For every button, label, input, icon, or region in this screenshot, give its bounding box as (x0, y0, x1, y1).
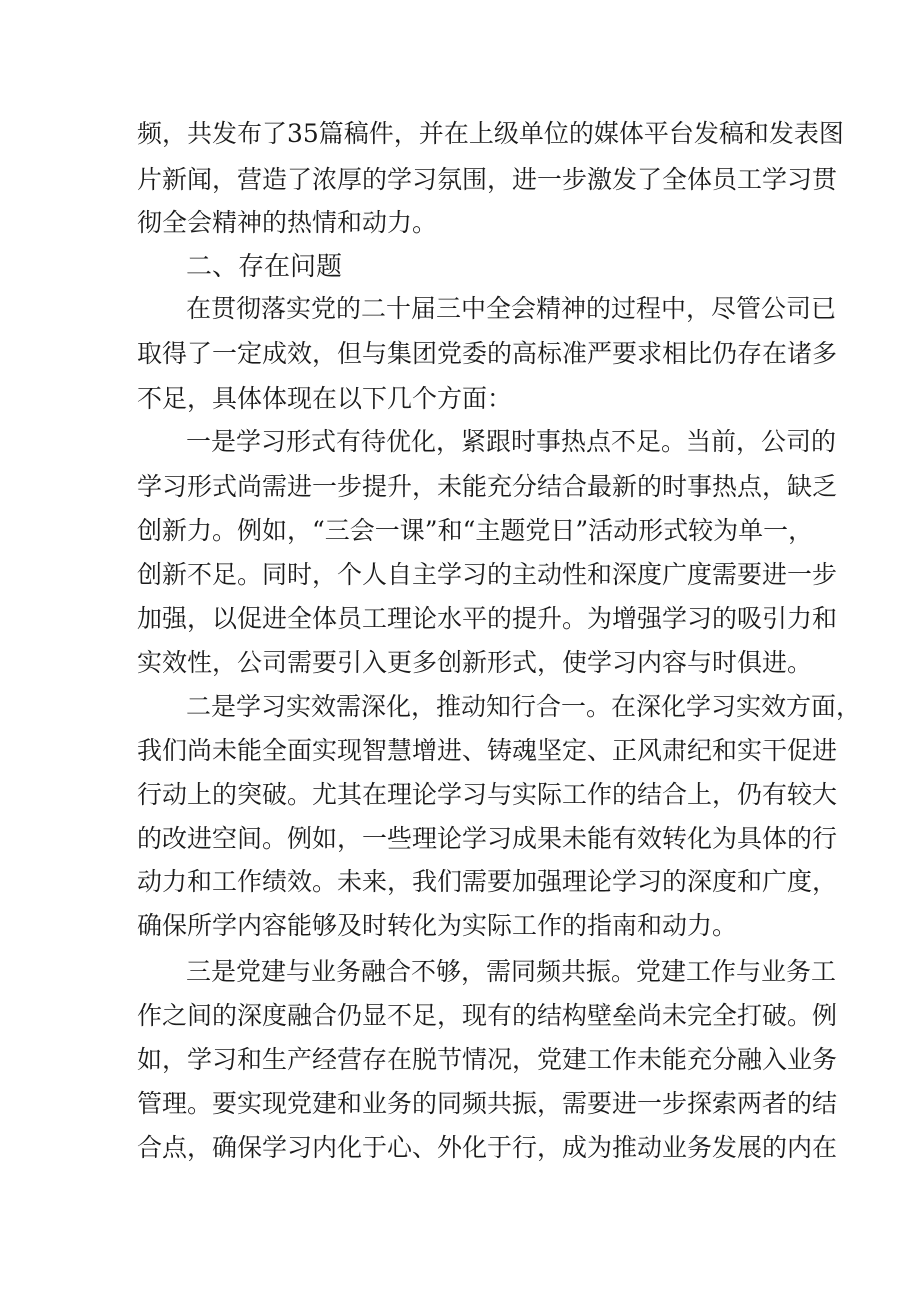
paragraph-line: 创新力。例如，“三会一课”和“主题党日”活动形式较为单一， (137, 516, 814, 545)
paragraph-line: 的改进空间。例如，一些理论学习成果未能有效转化为具体的行 (137, 824, 838, 853)
paragraph-line: 不足，具体体现在以下几个方面： (137, 384, 513, 413)
paragraph-line: 加强，以促进全体员工理论水平的提升。为增强学习的吸引力和 (137, 604, 838, 633)
paragraph-line: 取得了一定成效，但与集团党委的高标准严要求相比仍存在诸多 (137, 339, 838, 368)
paragraph-line: 如，学习和生产经营存在脱节情况，党建工作未能充分融入业务 (137, 1045, 838, 1074)
paragraph-line: 实效性，公司需要引入更多创新形式，使学习内容与时俱进。 (137, 648, 813, 677)
paragraph-line: 片新闻，营造了浓厚的学习氛围，进一步激发了全体员工学习贯 (137, 165, 838, 194)
paragraph-line: 动力和工作绩效。未来，我们需要加强理论学习的深度和广度， (137, 867, 838, 896)
paragraph-line: 彻全会精神的热情和动力。 (137, 208, 438, 237)
paragraph-line: 频，共发布了35篇稿件，并在上级单位的媒体平台发稿和发表图 (137, 119, 844, 148)
section-heading: 二、存在问题 (186, 252, 343, 282)
paragraph-line: 在贯彻落实党的二十届三中全会精神的过程中，尽管公司已 (186, 294, 837, 323)
paragraph-line: 三是党建与业务融合不够，需同频共振。党建工作与业务工 (186, 957, 837, 986)
paragraph-line: 行动上的突破。尤其在理论学习与实际工作的结合上，仍有较大 (137, 780, 838, 809)
paragraph-line: 合点，确保学习内化于心、外化于行，成为推动业务发展的内在 (137, 1133, 838, 1162)
paragraph-line: 我们尚未能全面实现智慧增进、铸魂坚定、正风肃纪和实干促进 (137, 736, 838, 765)
paragraph-line: 二是学习实效需深化，推动知行合一。在深化学习实效方面， (186, 692, 862, 721)
paragraph-line: 创新不足。同时，个人自主学习的主动性和深度广度需要进一步 (137, 560, 838, 589)
paragraph-line: 一是学习形式有待优化，紧跟时事热点不足。当前，公司的 (186, 427, 837, 456)
paragraph-line: 学习形式尚需进一步提升，未能充分结合最新的时事热点，缺乏 (137, 472, 838, 501)
paragraph-line: 确保所学内容能够及时转化为实际工作的指南和动力。 (137, 911, 738, 940)
paragraph-line: 管理。要实现党建和业务的同频共振，需要进一步探索两者的结 (137, 1089, 838, 1118)
paragraph-line: 作之间的深度融合仍显不足，现有的结构壁垒尚未完全打破。例 (137, 1001, 838, 1030)
